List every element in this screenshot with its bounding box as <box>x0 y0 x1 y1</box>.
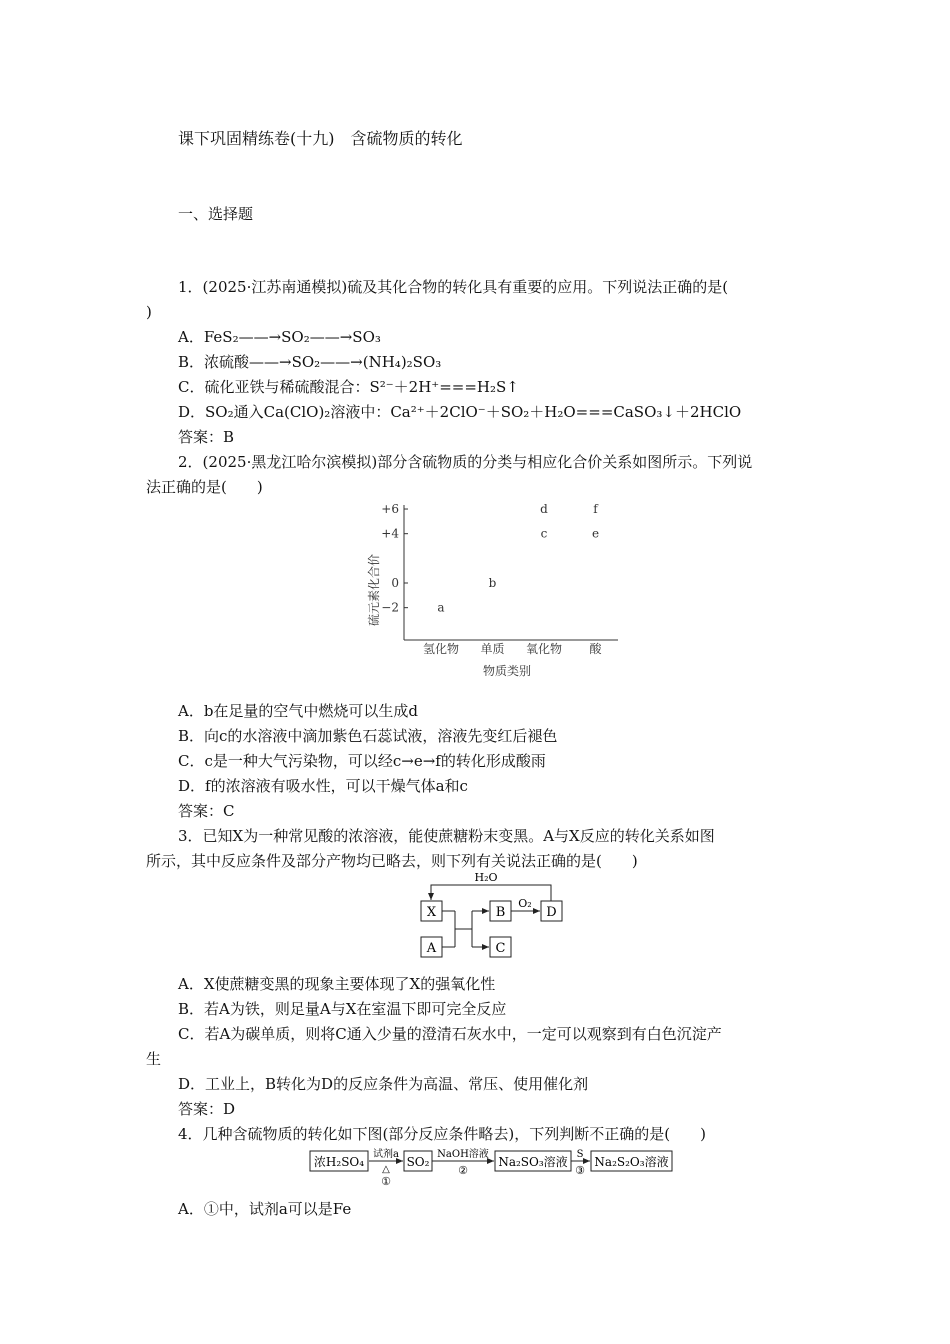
q2-stem-end: 法正确的是( ) <box>146 478 263 496</box>
x-tick-label: 酸 <box>589 642 602 656</box>
q3-answer: 答案：D <box>178 1100 236 1118</box>
reaction-diagram <box>0 868 950 968</box>
q2-option-b: B．向c的水溶液中滴加紫色石蕊试液，溶液先变红后褪色 <box>178 727 558 745</box>
q1-option-a: A．FeS₂——→SO₂——→SO₃ <box>178 328 381 346</box>
q3-option-c: C．若A为碳单质，则将C通入少量的澄清石灰水中，一定可以观察到有白色沉淀产 <box>178 1025 722 1043</box>
q2-option-d: D．f的浓溶液有吸水性，可以干燥气体a和c <box>178 777 468 795</box>
label-c: C <box>495 941 506 956</box>
x-tick-label: 氢化物 <box>422 642 460 656</box>
section-heading: 一、选择题 <box>178 205 254 223</box>
q3-option-d: D．工业上，B转化为D的反应条件为高温、常压、使用催化剂 <box>178 1075 589 1093</box>
heat-label: △ <box>382 1164 390 1175</box>
q1-option-b: B．浓硫酸——→SO₂——→(NH₄)₂SO₃ <box>178 353 442 371</box>
q3-option-c-cont: 生 <box>146 1050 162 1068</box>
reagent-a-label: 试剂a <box>373 1149 399 1160</box>
label-b: B <box>495 905 506 920</box>
y-tick-label: 0 <box>391 576 399 590</box>
q2-option-c: C．c是一种大气污染物，可以经c→e→f的转化形成酸雨 <box>178 752 546 770</box>
label-d: D <box>546 905 557 920</box>
step-1-label: ① <box>381 1175 391 1188</box>
sulfur-flow-diagram <box>0 1146 950 1188</box>
step-3-label: ③ <box>575 1164 585 1177</box>
h2o-label: H₂O <box>474 871 498 884</box>
label-so2: SO₂ <box>406 1155 430 1169</box>
q1-stem: 1．(2025·江苏南通模拟)硫及其化合物的转化具有重要的应用。下列说法正确的是( <box>178 278 729 296</box>
naoh-label: NaOH溶液 <box>437 1149 489 1160</box>
point-c: c <box>540 526 548 541</box>
q1-option-c: C．硫化亚铁与稀硫酸混合：S²⁻＋2H⁺===H₂S↑ <box>178 378 519 396</box>
water-return-arrow <box>431 885 551 901</box>
chart-xlabel: 物质类别 <box>482 664 532 678</box>
q1-answer: 答案：B <box>178 428 235 446</box>
point-f: f <box>593 502 598 517</box>
point-e: e <box>591 526 600 541</box>
y-tick-label: −2 <box>381 600 399 615</box>
x-tick-label: 氧化物 <box>525 642 563 656</box>
q1-option-d: D．SO₂通入Ca(ClO)₂溶液中：Ca²⁺＋2ClO⁻＋SO₂＋H₂O===CaSO₃↓＋2HClO <box>178 403 742 421</box>
q3-option-b: B．若A为铁，则足量A与X在室温下即可完全反应 <box>178 1000 507 1018</box>
label-x: X <box>426 905 437 920</box>
q2-stem: 2．(2025·黑龙江哈尔滨模拟)部分含硫物质的分类与相应化合价关系如图所示。下列说 <box>178 453 753 471</box>
point-d: d <box>540 502 548 517</box>
q3-option-a: A．X使蔗糖变黑的现象主要体现了X的强氧化性 <box>178 975 496 993</box>
q3-stem: 3．已知X为一种常见酸的浓溶液，能使蔗糖粉末变黑。A与X反应的转化关系如图 <box>178 827 715 845</box>
label-a: A <box>426 941 437 956</box>
q4-stem: 4．几种含硫物质的转化如下图(部分反应条件略去)，下列判断不正确的是( ) <box>178 1125 706 1143</box>
label-na2so3: Na₂SO₃溶液 <box>498 1155 568 1169</box>
label-na2s2o3: Na₂S₂O₃溶液 <box>594 1155 669 1169</box>
q2-answer: 答案：C <box>178 802 235 820</box>
point-a: a <box>437 600 445 615</box>
o2-label: O₂ <box>518 897 532 910</box>
x-tick-label: 单质 <box>480 642 505 656</box>
sulfur-label: S <box>576 1149 584 1160</box>
valence-chart <box>0 495 950 685</box>
step-2-label: ② <box>458 1164 468 1177</box>
y-tick-label: +6 <box>381 502 399 517</box>
chart-ylabel: 硫元素化合价 <box>367 553 381 627</box>
point-b: b <box>488 576 497 590</box>
page-title: 课下巩固精练卷(十九) 含硫物质的转化 <box>178 129 463 148</box>
q4-option-a: A．①中，试剂a可以是Fe <box>178 1200 352 1218</box>
label-conc-h2so4: 浓H₂SO₄ <box>313 1155 365 1169</box>
y-tick-label: +4 <box>381 526 399 541</box>
q1-stem-end: ) <box>146 303 152 321</box>
q2-option-a: A．b在足量的空气中燃烧可以生成d <box>178 702 419 720</box>
q3-stem-end: 所示，其中反应条件及部分产物均已略去，则下列有关说法正确的是( ) <box>146 852 638 870</box>
